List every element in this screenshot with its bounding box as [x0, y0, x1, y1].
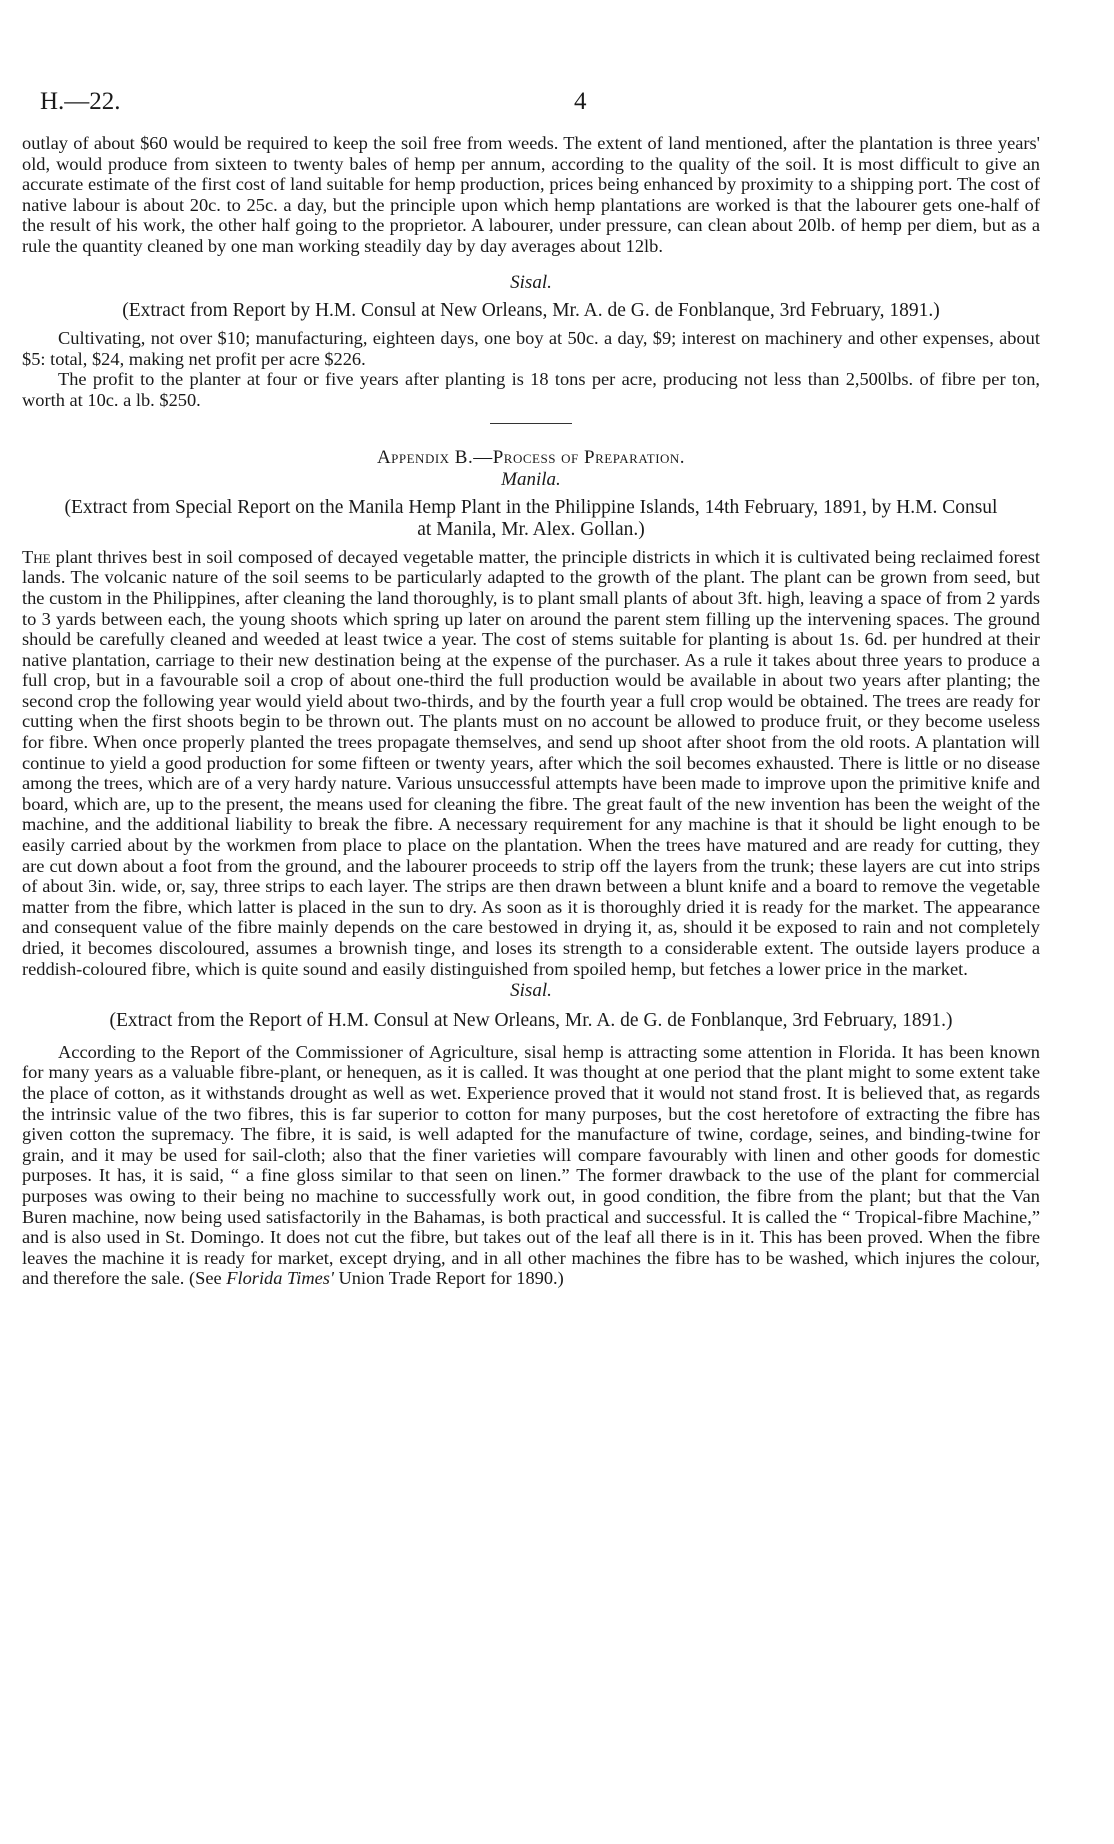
sisal-paragraph-2: The profit to the planter at four or five years after planting is 18 tons per acre, producing not less than 2,500lbs. of fibre per ton, worth at 10c. a lb. $250. — [22, 369, 1040, 410]
sisal-extract-2: (Extract from the Report of H.M. Consul at New Orleans, Mr. A. de G. de Fonblanque, 3rd February, 1891.) — [109, 1009, 953, 1031]
page-number: 4 — [574, 88, 587, 115]
sisal-paragraph-3 — [22, 1042, 1040, 1289]
intro-paragraph: outlay of about $60 would be required to keep the soil free from weeds. The extent of land mentioned, after the plantation is three years' old, would produce from sixteen to twenty bales of hemp per annum, according to the quality of the soil. It is most difficult to give an accurate estimate of the first cost of land suitable for hemp production, prices being enhanced by proximity to a shipping port. The cost of native labour is about 20c. to 25c. a day, but the principle upon which hemp plantations are worked is that the labourer gets one-half of the result of his work, the other half going to the proprietor. A labourer, under pressure, can clean about 20lb. of hemp per diem, but as a rule the quantity cleaned by one man working steadily day by day averages about 12lb. — [22, 133, 1040, 256]
document-code: H.—22. — [40, 88, 121, 115]
appendix-heading: Appendix B.—Process of Preparation. — [376, 446, 686, 468]
section-divider — [490, 423, 572, 424]
page-body — [22, 133, 1040, 1289]
sisal-heading-1: Sisal. — [510, 271, 552, 293]
manila-heading: Manila. — [501, 469, 561, 491]
sisal-paragraph-3-end: Union Trade Report for 1890.) — [338, 1268, 564, 1289]
sisal-paragraph-1: Cultivating, not over $10; manufacturing, eighteen days, one boy at 50c. a day, $9; interest on machinery and other expenses, about $5: total, $24, making net profit per acre $226. — [22, 328, 1040, 369]
sisal-paragraph-3-text: According to the Report of the Commissioner of Agriculture, sisal hemp is attracting some attention in Florida. It has been known for many years as a valuable fibre-plant, or henequen, as it is called. It was thought at one period that the plant might to some extent take the place of cotton, as it withstands drought as well as wet. Experience proved that it would not stand frost. It is believed that, as regards the intrinsic value of the two fibres, this is far superior to cotton for many purposes, but the cost heretofore of extracting the fibre has given cotton the supremacy. The fibre, it is said, is well adapted for the manufacture of twine, cordage, seines, and binding-twine for grain, and it may be used for sail-cloth; also that the finer varieties will compare favourably with linen and other goods for domestic purposes. It has, it is said, “ a fine gloss similar to that seen on linen.” The former drawback to the use of the plant for commercial purposes was owing to their being no machine to successfully work out, in good condition, the fibre from the plant; but that the Van Buren machine, now being used satisfactorily in the Bahamas, is both practical and successful. It is called the “ Tropical-fibre Machine,” and is also used in St. Domingo. It does not cut the fibre, but takes out of the leaf all there is in it. This has been proved. When the fibre leaves the machine it is ready for market, except drying, and in all other machines the fibre has to be washed, which injures the colour, and therefore the sale. (See — [22, 1041, 1040, 1289]
sisal-extract-1: (Extract from Report by H.M. Consul at New Orleans, Mr. A. de G. de Fonblanque, 3rd February, 1891.) — [122, 300, 940, 322]
manila-paragraph-text: plant thrives best in soil composed of decayed vegetable matter, the principle districts in which it is cultivated being reclaimed forest lands. The volcanic nature of the soil seems to be particularly adapted to the growth of the plant. The plant can be grown from seed, but the custom in the Philippines, after cleaning the land thoroughly, is to plant small plants of about 3ft. high, leaving a space of from 2 yards to 3 yards between each, the young shoots which spring up later on around the parent stem filling up the intervening spaces. The ground should be carefully cleaned and weeded at least twice a year. The cost of stems suitable for planting is about 1s. 6d. per hundred at their native plantation, carriage to their new destination being at the expense of the purchaser. As a rule it takes about three years to produce a full crop, but in a favourable soil a crop of about one-third the full production would be available in about two years after planting; the second crop the following year would yield about two-thirds, and by the fourth year a full crop would be obtained. The trees are ready for cutting when the first shoots begin to be thrown out. The plants must on no account be allowed to produce fruit, or they become useless for fibre. When once properly planted the trees propagate themselves, and send up shoot after shoot from the old roots. A plantation will continue to yield a good production for some fifteen or twenty years, after which the soil becomes exhausted. There is little or no disease among the trees, which are of a very hardy nature. Various unsuccessful attempts have been made to improve upon the primitive knife and board, which are, up to the present, the means used for cleaning the fibre. The great fault of the new invention has been the weight of the machine, and the additional liability to break the fibre. A necessary requirement for any machine is that it should be light enough to be easily carried about by the workmen from place to place on the plantation. When the trees have matured and are ready for cutting, they are cut down about a foot from the ground, and the labourer proceeds to strip off the layers from the trunk; these layers are cut into strips of about 3in. wide, or, say, three strips to each layer. The strips are then drawn between a blunt knife and a board to remove the vegetable matter from the fibre, which latter is placed in the sun to dry. As soon as it is thoroughly dried it is ready for the market. The appearance and consequent value of the fibre mainly depends on the care bestowed in drying it, as, should it be exposed to rain and not completely dried, it becomes discoloured, assumes a brownish tinge, and loses its strength to a considerable extent. The outside layers produce a reddish-coloured fibre, which is quite sound and easily distinguished from spoiled hemp, but fetches a lower price in the market. — [22, 546, 1040, 979]
page-header — [40, 88, 1040, 128]
florida-times-title: Florida Times' — [226, 1268, 334, 1289]
manila-lead-word: The — [22, 546, 51, 567]
manila-extract: (Extract from Special Report on the Manila Hemp Plant in the Philippine Islands, 14th February, 1891, by H.M. Consul at Manila, Mr. Alex. Gollan.) — [64, 496, 998, 540]
manila-paragraph — [22, 547, 1040, 979]
sisal-heading-2: Sisal. — [510, 980, 552, 1002]
